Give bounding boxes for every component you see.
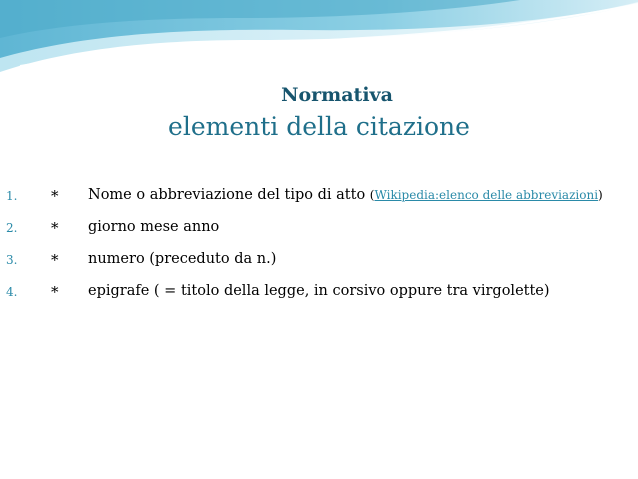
list-item-marker: * xyxy=(51,187,59,205)
list-item-text: giorno mese anno xyxy=(88,219,220,235)
paren-open: ( xyxy=(369,188,375,202)
wikipedia-abbreviations-link[interactable]: Wikipedia:elenco delle abbreviazioni xyxy=(374,188,599,202)
header-wave-decoration xyxy=(0,0,638,80)
list-item-text: Nome o abbreviazione del tipo di atto xyxy=(88,187,366,203)
list-item-number: 3. xyxy=(6,253,18,267)
list-item xyxy=(0,247,638,279)
list-item xyxy=(0,183,638,215)
list-item-number: 1. xyxy=(6,189,18,203)
list-item-marker: * xyxy=(51,251,59,269)
list-item-number: 2. xyxy=(6,221,18,235)
list-item-text: epigrafe ( = titolo della legge, in corsivo oppure tra virgolette) xyxy=(88,283,550,299)
list-item-marker: * xyxy=(51,283,59,301)
citation-elements-list xyxy=(0,183,638,311)
list-item xyxy=(0,279,638,311)
list-item-marker: * xyxy=(51,219,59,237)
slide-title: Normativa xyxy=(281,84,393,106)
list-item xyxy=(0,215,638,247)
paren-close: ) xyxy=(598,188,603,202)
list-item-number: 4. xyxy=(6,285,18,299)
slide-subtitle: elementi della citazione xyxy=(168,112,470,141)
list-item-text: numero (preceduto da n.) xyxy=(88,251,277,267)
list-item-text-wrapper xyxy=(88,187,603,203)
